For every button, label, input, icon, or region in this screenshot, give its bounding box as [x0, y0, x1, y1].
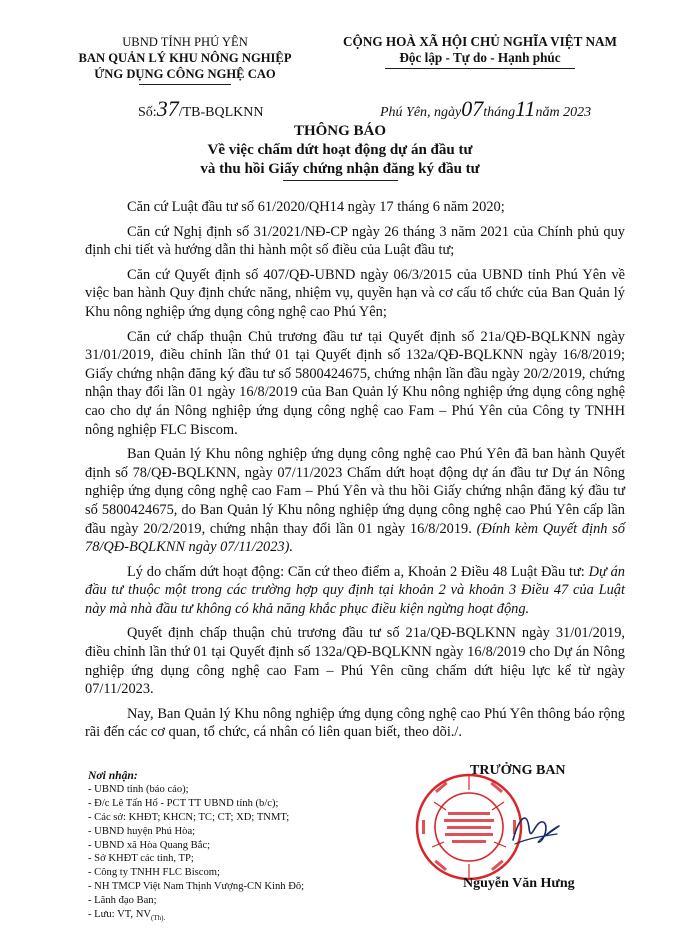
- recipient-item: - NH TMCP Việt Nam Thịnh Vượng-CN Kinh Đô;: [88, 881, 305, 893]
- date-month-label: tháng: [483, 105, 516, 120]
- date-month: 11: [515, 96, 536, 121]
- number-suffix: /TB-BQLKNN: [178, 105, 264, 120]
- number-value: 37: [156, 96, 179, 121]
- recipient-item: - UBND huyện Phú Hòa;: [88, 825, 196, 837]
- decision-attachment-note: (Đính kèm Quyết định số 78/QĐ-BQLKNN ngày 07/11/2023).: [85, 520, 625, 556]
- recipient-item: - Công ty TNHH FLC Biscom;: [88, 867, 220, 879]
- recipients-heading: Nơi nhận:: [88, 769, 138, 782]
- reason-quote: Dự án đầu tư thuộc một trong các trường hợp quy định tại khoản 2 và khoản 3 Điều 47 của Luật này mà nhà đầu tư không có khả năng khắc phục điều kiện ngừng hoạt động.: [85, 563, 625, 617]
- recipients-list: [88, 769, 358, 926]
- recipient-item: - Các sở: KHĐT; KHCN; TC; CT; XD; TNMT;: [88, 811, 290, 823]
- paragraph-reason: [85, 563, 625, 619]
- archive-suffix: (Th).: [151, 914, 166, 923]
- title-subject-line2: và thu hồi Giấy chứng nhận đăng ký đầu tư: [200, 161, 480, 177]
- signer-title: TRƯỞNG BAN: [470, 763, 566, 778]
- reason-text: Lý do chấm dứt hoạt động: Căn cứ theo điểm a, Khoản 2 Điều 48 Luật Đầu tư:: [127, 563, 585, 580]
- recipient-item: - UBND tỉnh (báo cáo);: [88, 783, 189, 795]
- decision-text: Ban Quản lý Khu nông nghiệp ứng dụng công nghệ cao Phú Yên đã ban hành Quyết định số 78/QĐ-BQLKNN, ngày 07/11/2023 Chấm dứt hoạt động dự án đầu tư Dự án Nông nghiệp ứng dụng công nghệ cao Fam – Phú Yên và thu hồi Giấy chứng nhận đăng ký đầu tư số 5800424675, do Ban Quản lý Khu nông nghiệp ứng dụng công nghệ cao Phú Yên cấp lần đầu ngày 20/2/2019, chứng nhận thay đổi lần 01 ngày 16/8/2019.: [85, 446, 625, 537]
- agency-parent: UBND TỈNH PHÚ YÊN: [122, 35, 248, 49]
- archive-text: - Lưu: VT, NV: [88, 909, 152, 921]
- paragraph-legal-basis-2: Căn cứ Nghị định số 31/2021/NĐ-CP ngày 26 tháng 3 năm 2021 của Chính phủ quy định chi tiết và hướng dẫn thi hành một số điều của Luật đầu tư;: [85, 223, 625, 259]
- document-title: [60, 122, 620, 181]
- country-name: CỘNG HOÀ XÃ HỘI CHỦ NGHĨA VIỆT NAM: [343, 34, 617, 49]
- recipient-item: - Đ/c Lê Tấn Hổ - PCT TT UBND tỉnh (b/c);: [88, 797, 279, 809]
- title-subject-line1: Về việc chấm dứt hoạt động dự án đầu tư: [207, 142, 473, 158]
- agency-name-line1: BAN QUẢN LÝ KHU NÔNG NGHIỆP: [78, 51, 292, 65]
- number-prefix: Số:: [138, 105, 157, 120]
- paragraph-legal-basis-1: Căn cứ Luật đầu tư số 61/2020/QH14 ngày 17 tháng 6 năm 2020;: [127, 199, 505, 215]
- date-year: năm 2023: [535, 105, 592, 120]
- issuing-agency-header: [70, 34, 300, 85]
- paragraph-announcement: Nay, Ban Quản lý Khu nông nghiệp ứng dụng công nghệ cao Phú Yên thông báo rộng rãi đến các cơ quan, tổ chức, cá nhân có liên quan biết, theo dõi./.: [85, 705, 625, 741]
- paragraph-legal-basis-3: Căn cứ Quyết định số 407/QĐ-UBND ngày 06/3/2015 của UBND tỉnh Phú Yên về việc ban hành Quy định chức năng, nhiệm vụ, quyền hạn và cơ cấu tổ chức của Ban Quản lý Khu nông nghiệp ứng dụng công nghệ cao Phú Yên;: [85, 266, 625, 320]
- motto: Độc lập - Tự do - Hạnh phúc: [399, 50, 561, 65]
- motto-underline: [385, 68, 575, 69]
- date-prefix: Phú Yên, ngày: [380, 105, 462, 120]
- title-main: THÔNG BÁO: [293, 123, 387, 139]
- recipient-item: - Sở KHĐT các tỉnh, TP;: [88, 853, 194, 865]
- recipient-item: - UBND xã Hòa Quang Bắc;: [88, 839, 211, 851]
- document-body: [85, 198, 625, 748]
- national-motto-header: [330, 34, 630, 69]
- document-number: [138, 96, 263, 122]
- recipient-item: [88, 908, 358, 926]
- signer-name: Nguyễn Văn Hưng: [463, 876, 575, 891]
- date-day: 07: [461, 96, 484, 121]
- agency-name-line2: ỨNG DỤNG CÔNG NGHỆ CAO: [94, 67, 276, 81]
- paragraph-decision: [85, 445, 625, 557]
- seal-text-marks: [422, 782, 516, 871]
- handwritten-signature: [505, 800, 565, 860]
- recipient-item: - Lãnh đạo Ban;: [88, 895, 157, 907]
- agency-underline: [139, 84, 231, 85]
- title-underline: [283, 180, 398, 181]
- document-date: [380, 96, 591, 122]
- paragraph-legal-basis-4: Căn cứ chấp thuận Chủ trương đầu tư tại Quyết định số 21a/QĐ-BQLKNN ngày 31/01/2019, điều chỉnh lần thứ 01 tại Quyết định số 132a/QĐ-BQLKNN ngày 16/8/2019; Giấy chứng nhận đăng ký đầu tư số 5800424675, chứng nhận lần đầu ngày 20/2/2019, chứng nhận thay đổi lần 01 ngày 16/8/2019 của Ban Quản lý Khu nông nghiệp ứng dụng công nghệ cao cho dự án Nông nghiệp ứng dụng công nghệ cao Fam – Phú Yên của Công ty TNHH nông nghiệp FLC Biscom.: [85, 328, 625, 438]
- paragraph-expiry: Quyết định chấp thuận chủ trương đầu tư số 21a/QĐ-BQLKNN ngày 31/01/2019, điều chỉnh lần thứ 01 tại Quyết định số 132a/QĐ-BQLKNN ngày 16/8/2019 cho Dự án Nông nghiệp ứng dụng công nghệ cao Fam – Phú Yên cũng chấm dứt hiệu lực kể từ ngày 07/11/2023.: [85, 625, 625, 698]
